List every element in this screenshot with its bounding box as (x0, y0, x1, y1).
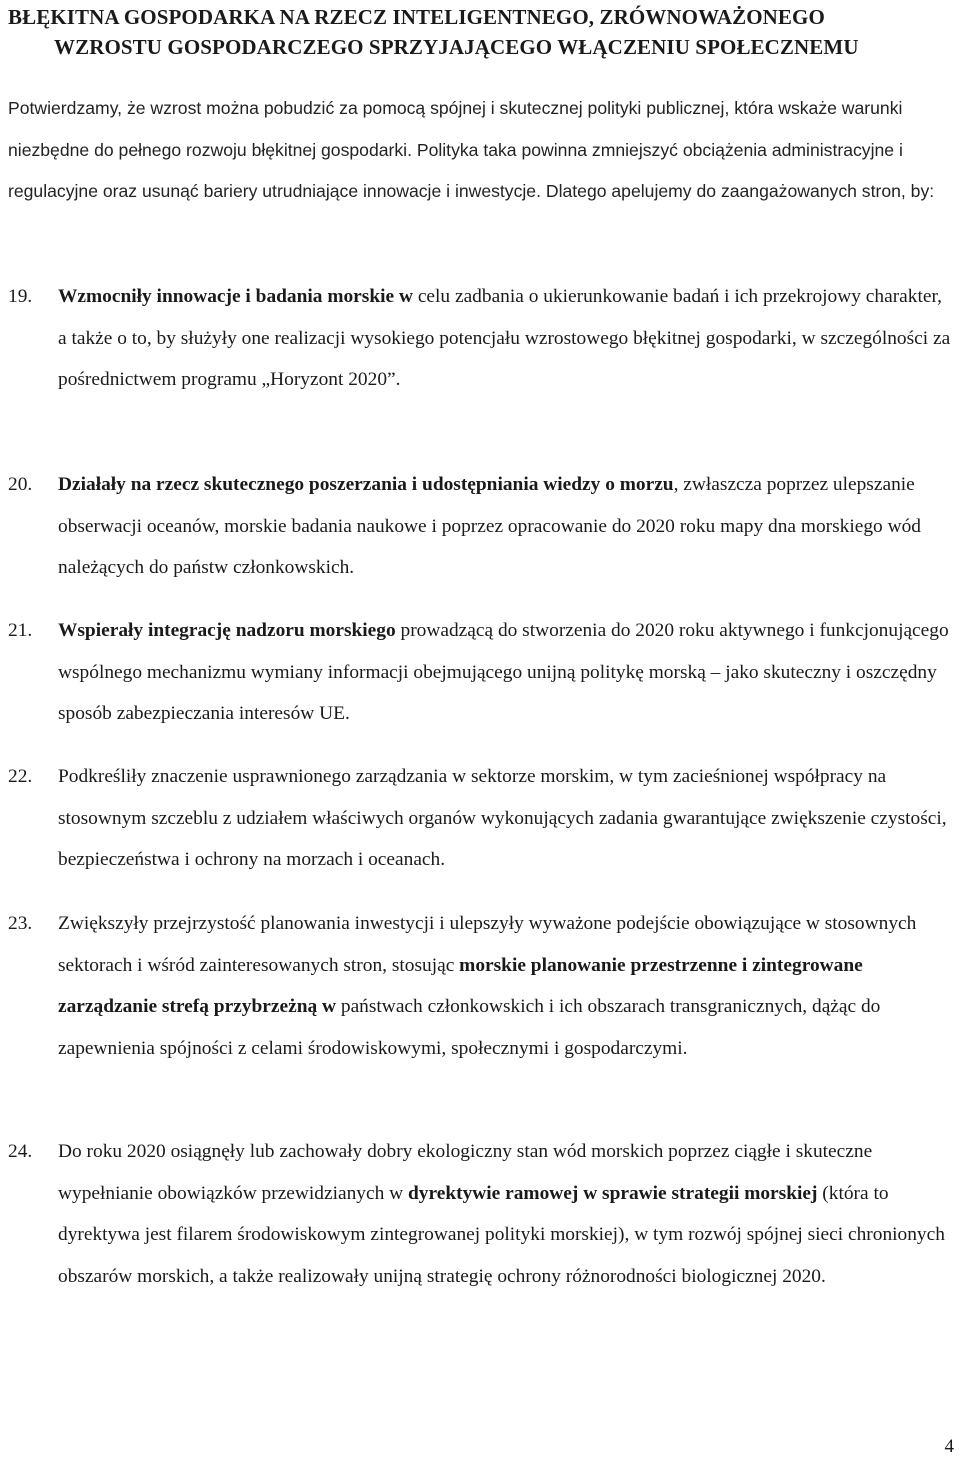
item-plain-text: Do roku 2020 osiągnęły lub zachowały dobry ekologiczny stan wód morskich poprzez ciągłe i skuteczne wypełnianie obowiązków przewidzianych w (58, 1141, 873, 1204)
item-text (58, 610, 953, 735)
item-text (58, 756, 953, 881)
item-number: 21. (8, 620, 33, 641)
item-number: 22. (8, 766, 33, 787)
list-item-23 (8, 903, 953, 1069)
item-bold-text: Działały na rzecz skutecznego poszerzania i udostępniania wiedzy o morzu (58, 474, 674, 495)
list-item-19 (8, 276, 953, 401)
item-bold-text: Wspierały integrację nadzoru morskiego (58, 620, 396, 641)
item-number: 24. (8, 1141, 33, 1162)
list-item-21 (8, 610, 953, 735)
item-text (58, 1131, 953, 1297)
list-item-22 (8, 756, 953, 881)
document-title (0, 2, 960, 62)
item-plain-text: prowadzącą do stworzenia do 2020 roku aktywnego i funkcjonującego wspólnego mechanizmu wymiany informacji obejmującego unijną politykę morską – jako skuteczny i oszczędny sposób zabezpieczania interesów UE. (58, 620, 949, 724)
item-plain-text: Zwiększyły przejrzystość planowania inwestycji i ulepszyły wyważone podejście obowiązujące w stosownych sektorach i wśród zainteresowanych stron, stosując (58, 913, 917, 976)
item-plain-text: (która to dyrektywa jest filarem środowiskowym zintegrowanej polityki morskiej), w tym rozwój spójnej sieci chronionych obszarów morskich, a także realizowały unijną strategię ochrony różnorodności biologicznej 2020. (58, 1182, 945, 1287)
item-number: 23. (8, 913, 33, 934)
item-bold-text: Wzmocniły innowacje i badania morskie w (58, 286, 413, 307)
item-plain-text: celu zadbania o ukierunkowanie badań i ich przekrojowy charakter, a także o to, by służyły one realizacji wysokiego potencjału wzrostowego błękitnej gospodarki, w szczególności za pośrednictwem programu „Horyzont 2020”. (58, 286, 951, 390)
intro-paragraph: Potwierdzamy, że wzrost można pobudzić za pomocą spójnej i skutecznej polityki publicznej, która wskaże warunki niezbędne do pełnego rozwoju błękitnej gospodarki. Polityka taka powinna zmniejszyć obciążenia administracyjne i regulacyjne oraz usunąć bariery utrudniające innowacje i inwestycje. Dlatego apelujemy do zaangażowanych stron, by: (8, 98, 935, 201)
document-title-line-2: WZROSTU GOSPODARCZEGO SPRZYJAJĄCEGO WŁĄCZENIU SPOŁECZNEMU (54, 35, 859, 59)
list-item-20 (8, 464, 953, 589)
item-bold-text: morskie planowanie przestrzenne i zintegrowane zarządzanie strefą przybrzeżną w (58, 954, 863, 1017)
page-number: 4 (944, 1436, 954, 1457)
list-item-24 (8, 1131, 953, 1297)
item-number: 20. (8, 474, 33, 495)
item-bold-text: dyrektywie ramowej w sprawie strategii morskiej (408, 1182, 818, 1204)
item-plain-text: Podkreśliły znaczenie usprawnionego zarządzania w sektorze morskim, w tym zacieśnionej współpracy na stosownym szczeblu z udziałem właściwych organów wykonujących zadania gwarantujące zwiększenie czystości, bezpieczeństwa i ochrony na morzach i oceanach. (58, 766, 947, 870)
item-text (58, 903, 953, 1069)
item-plain-text: państwach członkowskich i ich obszarach transgranicznych, dążąc do zapewnienia spójności z celami środowiskowymi, społecznymi i gospodarczymi. (58, 996, 881, 1059)
item-plain-text: , zwłaszcza poprzez ulepszanie obserwacji oceanów, morskie badania naukowe i poprzez opracowanie do 2020 roku mapy dna morskiego wód należących do państw członkowskich. (58, 474, 921, 578)
item-number: 19. (8, 286, 33, 307)
document-title-line-1: BŁĘKITNA GOSPODARKA NA RZECZ INTELIGENTNEGO, ZRÓWNOWAŻONEGO (8, 5, 825, 29)
item-text (58, 276, 953, 401)
item-text (58, 464, 953, 589)
